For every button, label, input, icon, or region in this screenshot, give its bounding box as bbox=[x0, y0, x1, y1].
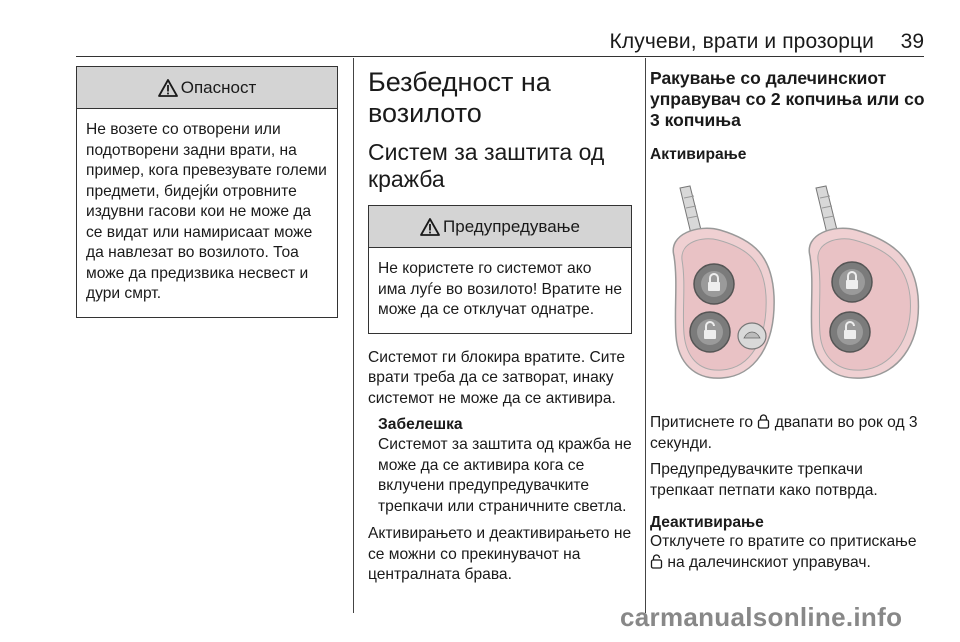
column-3 bbox=[650, 66, 928, 573]
danger-title: Опасност bbox=[180, 77, 257, 97]
danger-box-header bbox=[77, 67, 337, 109]
caution-text: Не користете го системот ако има луѓе во возилото! Вратите не може да се отклучат однатре. bbox=[378, 260, 623, 318]
page-number: 39 bbox=[900, 30, 924, 53]
column-2 bbox=[368, 66, 632, 586]
lock-icon bbox=[757, 414, 770, 429]
caution-title: Предупредување bbox=[443, 216, 580, 236]
activation-text2: Предупредувачките трепкачи трепкаат петпати како потврда. bbox=[650, 461, 878, 499]
subsection-heading: Систем за заштита од кражба bbox=[368, 139, 605, 192]
deactivation-text: Отклучете го вратите со притискање на далечинскиот управувач. bbox=[650, 533, 917, 571]
page-header bbox=[0, 28, 960, 58]
danger-text: Не возете со отворени или подотворени задни врати, на пример, кога превезувате големи предмети, бидејќи отровните издувни гасови кои не може да се видат или намирисаат може да навлезат во возилото. Тоа може да предизвика несвест и дури смрт. bbox=[86, 121, 327, 302]
header-rule bbox=[76, 56, 924, 57]
column-divider bbox=[645, 58, 646, 613]
section-heading: Ракување со далечинскиот управувач со 2 копчиња или со 3 копчиња bbox=[650, 68, 925, 130]
column-divider bbox=[353, 58, 354, 613]
chapter-title: Клучеви, врати и прозорци bbox=[609, 30, 874, 53]
three-button-key bbox=[809, 186, 918, 378]
remote-key-illustration bbox=[650, 180, 926, 400]
note-text: Системот за заштита од кражба не може да се активира кога се вклучени предупредувачките трепкачи или страничните светла. bbox=[378, 436, 632, 515]
warning-triangle-icon bbox=[420, 218, 440, 236]
caution-box-header bbox=[369, 206, 631, 248]
column-1 bbox=[76, 66, 338, 318]
section-heading: Безбедност на возилото bbox=[368, 67, 551, 128]
unlock-icon bbox=[650, 554, 663, 569]
note-title: Забелешка bbox=[378, 416, 463, 433]
danger-box bbox=[76, 66, 338, 318]
activation-text: Притиснете го двапати во рок од 3 секунди. bbox=[650, 414, 918, 452]
activation-title: Активирање bbox=[650, 146, 747, 163]
paragraph: Системот ги блокира вратите. Сите врати треба да се затворат, инаку системот не може да се активира. bbox=[368, 348, 626, 407]
watermark: carmanualsonline.info bbox=[620, 602, 903, 632]
note bbox=[368, 415, 632, 517]
two-button-key bbox=[673, 186, 774, 378]
caution-box bbox=[368, 205, 632, 334]
warning-triangle-icon bbox=[158, 79, 178, 97]
deactivation-title: Деактивирање bbox=[650, 514, 764, 531]
paragraph: Активирањето и деактивирањето не се можни со прекинувачот на централната брава. bbox=[368, 525, 632, 583]
